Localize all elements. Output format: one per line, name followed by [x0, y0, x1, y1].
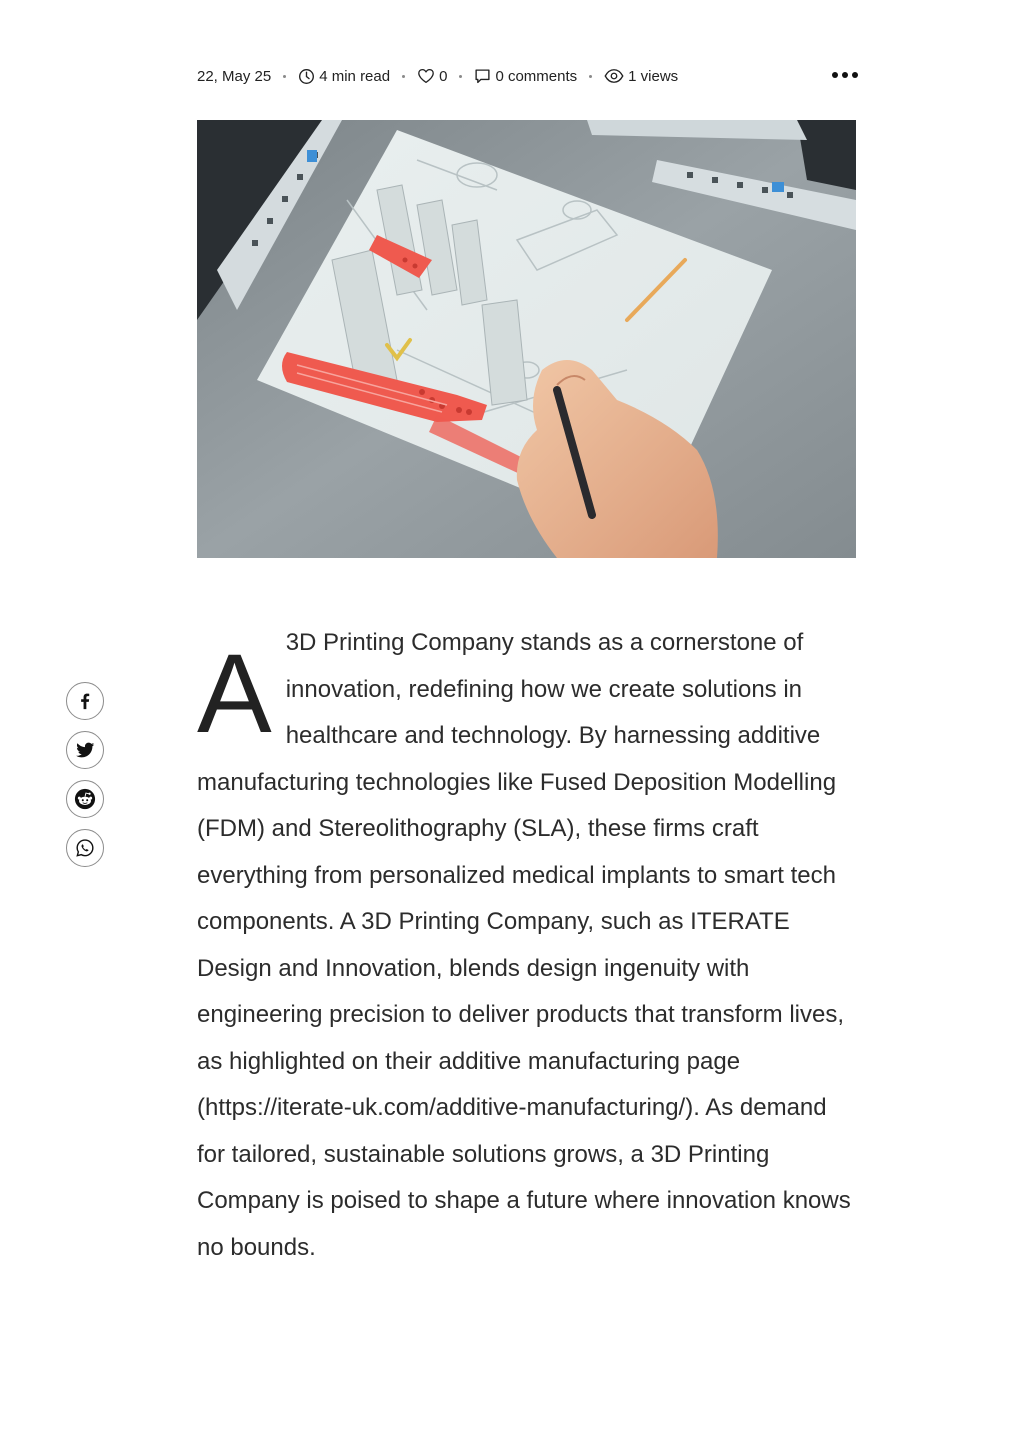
more-dot [832, 72, 838, 78]
reddit-icon [74, 788, 96, 810]
more-dot [852, 72, 858, 78]
whatsapp-icon [75, 838, 95, 858]
comments-link[interactable] [474, 68, 577, 85]
share-facebook-button[interactable] [66, 682, 104, 720]
drop-cap: A [197, 631, 272, 756]
share-whatsapp-button[interactable] [66, 829, 104, 867]
more-dot [842, 72, 848, 78]
tablet-drawing-illustration [197, 120, 856, 558]
facebook-icon [76, 692, 94, 710]
separator-dot [589, 75, 592, 78]
twitter-icon [76, 742, 95, 759]
separator-dot [459, 75, 462, 78]
views [604, 68, 678, 85]
view-count: 1 views [628, 67, 679, 85]
post-date: 22, May 25 [197, 67, 272, 85]
comment-count: 0 comments [495, 67, 578, 85]
share-bar [66, 682, 104, 867]
read-time [298, 68, 390, 85]
separator-dot [283, 75, 286, 78]
article-text: 3D Printing Company stands as a cornerstone of innovation, redefining how we create solutions in healthcare and technology. By harnessing additive manufacturing technologies like Fused Deposition Modelling (FDM) and Stereolithography (SLA), these firms craft everything from personalized medical implants to smart tech components. A 3D Printing Company, such as ITERATE Design and Innovation, blends design ingenuity with engineering precision to deliver products that transform lives, as highlighted on their additive manufacturing page (https://iterate-uk.com/additive-manufacturing/). As demand for tailored, sustainable solutions grows, a 3D Printing Company is poised to shape a future where innovation knows no bounds. [197, 629, 851, 1261]
post-meta [197, 64, 857, 88]
eye-icon [604, 68, 624, 84]
heart-icon [417, 68, 435, 84]
clock-icon [298, 68, 315, 85]
like-count: 0 [439, 67, 448, 85]
separator-dot [402, 75, 405, 78]
share-twitter-button[interactable] [66, 731, 104, 769]
article-body [197, 620, 859, 1271]
like-button[interactable] [417, 68, 447, 85]
hero-image [197, 120, 856, 558]
comment-icon [474, 68, 491, 85]
more-options-button[interactable] [832, 66, 858, 84]
share-reddit-button[interactable] [66, 780, 104, 818]
read-time-label: 4 min read [319, 67, 391, 85]
